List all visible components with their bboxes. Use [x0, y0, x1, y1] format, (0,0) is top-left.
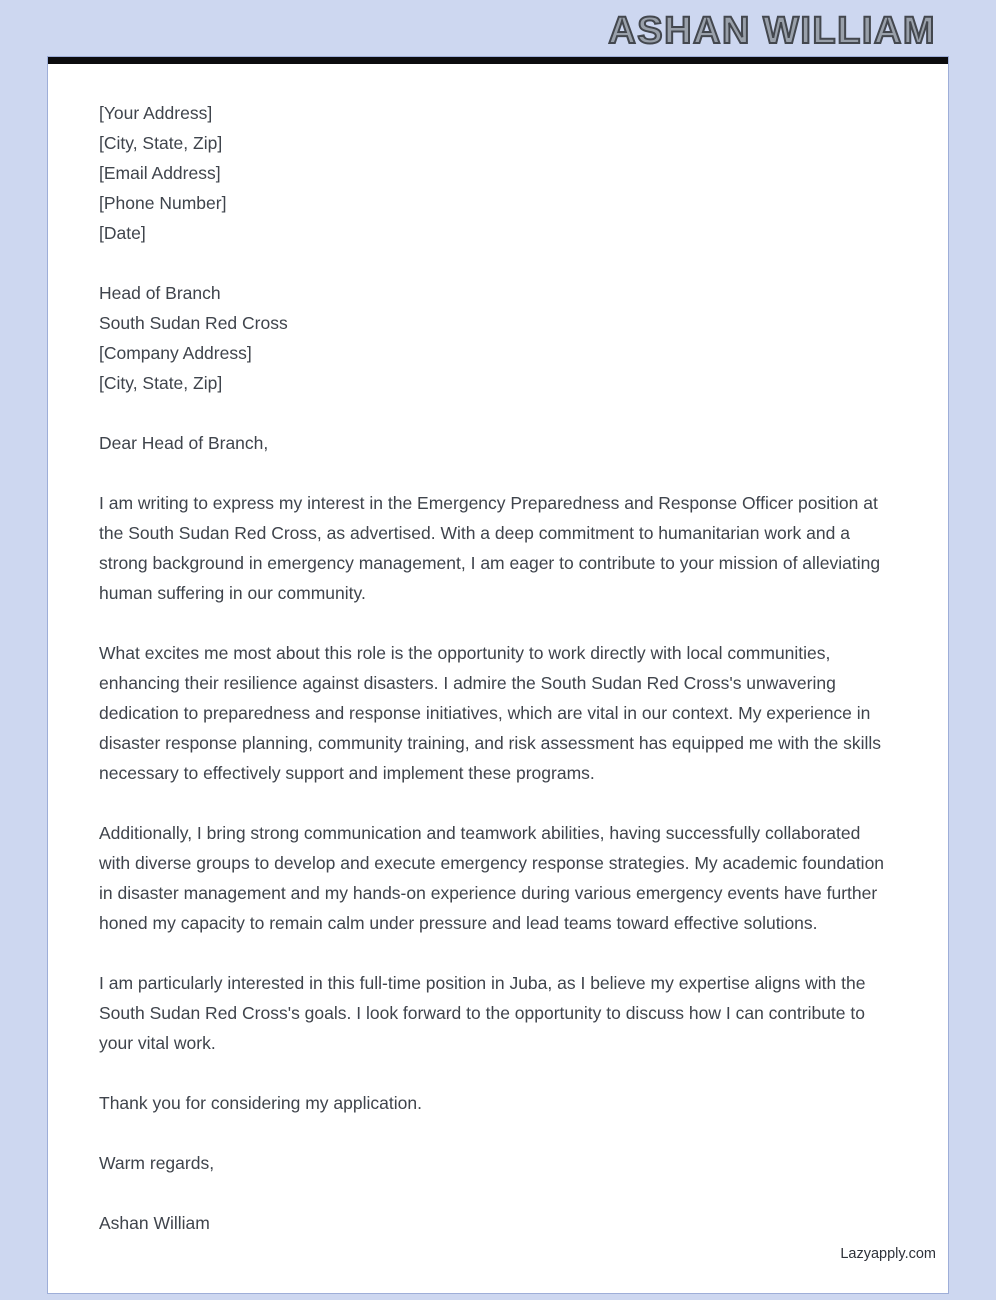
sender-address-line: [Your Address] [99, 103, 213, 123]
closing-line: Warm regards, [99, 1153, 215, 1173]
body-paragraph-2: What excites me most about this role is the opportunity to work directly with local communities, enhancing their resilience against disasters. I admire the South Sudan Red Cross's unwavering dedication to preparedness and response initiatives, which are vital in our context. My experience in disaster response planning, community training, and risk assessment has equipped me with the skills necessary to effectively support and implement these programs. [99, 643, 882, 783]
recipient-company-line: South Sudan Red Cross [99, 313, 288, 333]
sender-email-line: [Email Address] [99, 163, 221, 183]
recipient-address-block [99, 278, 894, 398]
letter-page [48, 57, 948, 1293]
sender-address-block [99, 98, 894, 248]
sender-date-line: [Date] [99, 223, 146, 243]
thank-you-line: Thank you for considering my application. [99, 1093, 422, 1113]
recipient-title-line: Head of Branch [99, 283, 221, 303]
body-paragraph-3: Additionally, I bring strong communication and teamwork abilities, having successfully collaborated with diverse groups to develop and execute emergency response strategies. My academic foundation in disaster management and my hands-on experience during various emergency events have further honed my capacity to remain calm under pressure and lead teams toward effective solutions. [99, 823, 885, 933]
brand-name: ASHAN WILLIAM [608, 10, 936, 52]
recipient-city-line: [City, State, Zip] [99, 373, 223, 393]
signature-name: Ashan William [99, 1213, 210, 1233]
letter-content [48, 64, 948, 1238]
watermark: Lazyapply.com [840, 1246, 936, 1262]
sender-phone-line: [Phone Number] [99, 193, 227, 213]
recipient-address-line: [Company Address] [99, 343, 252, 363]
body-paragraph-1: I am writing to express my interest in the Emergency Preparedness and Response Officer position at the South Sudan Red Cross, as advertised. With a deep commitment to humanitarian work and a strong background in emergency management, I am eager to contribute to your mission of alleviating human suffering in our community. [99, 493, 881, 603]
body-paragraph-4: I am particularly interested in this full-time position in Juba, as I believe my expertise aligns with the South Sudan Red Cross's goals. I look forward to the opportunity to discuss how I can contribute to your vital work. [99, 973, 866, 1053]
sender-city-line: [City, State, Zip] [99, 133, 223, 153]
salutation: Dear Head of Branch, [99, 433, 269, 453]
